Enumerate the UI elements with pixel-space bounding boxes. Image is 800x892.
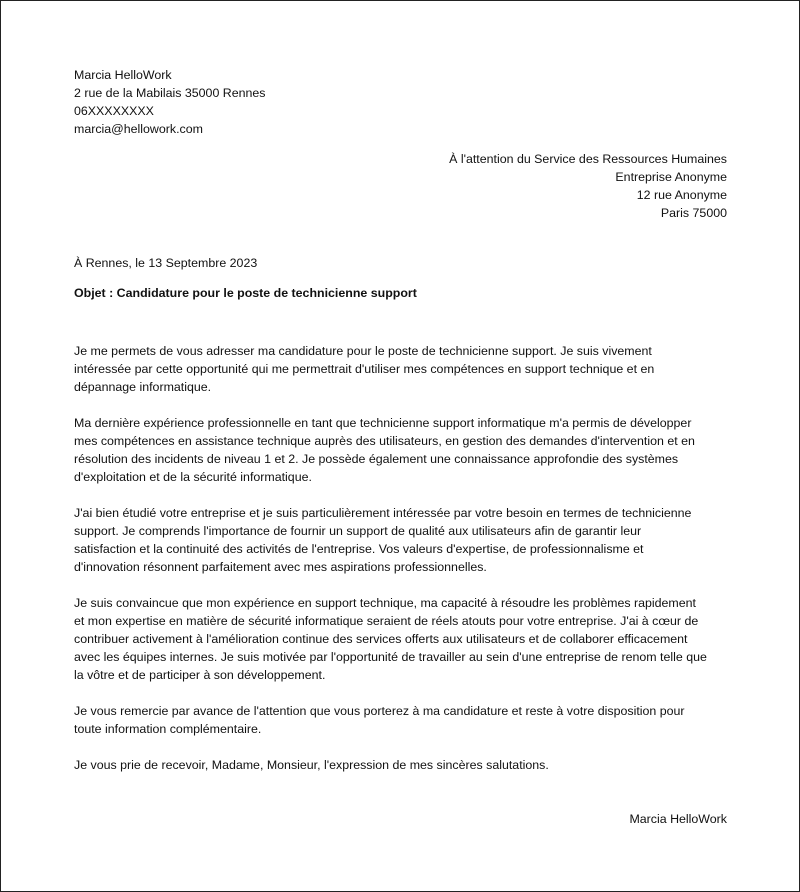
body-line: et mon expertise en matière de sécurité informatique seraient de réels atouts pour votre entreprise. J'ai à cœur de — [74, 614, 699, 628]
sender-block — [74, 66, 266, 138]
body-line: Je vous prie de recevoir, Madame, Monsieur, l'expression de mes sincères salutations. — [74, 758, 549, 772]
body-paragraph — [74, 756, 734, 774]
body-line: Ma dernière expérience professionnelle en tant que technicienne support informatique m'a permis de développer — [74, 416, 692, 430]
sender-name: Marcia HelloWork — [74, 68, 172, 82]
body-paragraph — [74, 342, 734, 396]
body-line: Je vous remercie par avance de l'attention que vous porterez à ma candidature et reste à votre disposition pour — [74, 704, 685, 718]
body-line: d'innovation résonnent parfaitement avec mes aspirations professionnelles. — [74, 560, 487, 574]
letter-body — [74, 342, 734, 792]
body-line: contribuer activement à l'amélioration continue des services offerts aux utilisateurs et de collaborer efficacement — [74, 632, 688, 646]
body-paragraph — [74, 504, 734, 576]
body-line: dépannage informatique. — [74, 380, 212, 394]
body-paragraph — [74, 594, 734, 684]
body-line: J'ai bien étudié votre entreprise et je suis particulièrement intéressée par votre besoin en termes de technicienne — [74, 506, 692, 520]
body-line: mes compétences en assistance technique auprès des utilisateurs, en gestion des demandes d'intervention et en — [74, 434, 695, 448]
recipient-street: 12 rue Anonyme — [636, 188, 727, 202]
recipient-city: Paris 75000 — [660, 206, 727, 220]
sender-email: marcia@hellowork.com — [74, 122, 203, 136]
body-line: résolution des incidents de niveau 1 et 2. Je possède également une connaissance approfondie des systèmes — [74, 452, 679, 466]
sender-address: 2 rue de la Mabilais 35000 Rennes — [74, 86, 266, 100]
sender-phone: 06XXXXXXXX — [74, 104, 154, 118]
date-line: À Rennes, le 13 Septembre 2023 — [74, 256, 258, 270]
body-line: Je me permets de vous adresser ma candidature pour le poste de technicienne support. Je suis vivement — [74, 344, 652, 358]
recipient-attention: À l'attention du Service des Ressources Humaines — [449, 152, 727, 166]
recipient-block — [449, 150, 727, 222]
recipient-company: Entreprise Anonyme — [615, 170, 727, 184]
body-line: Je suis convaincue que mon expérience en support technique, ma capacité à résoudre les problèmes rapidement — [74, 596, 696, 610]
body-paragraph — [74, 702, 734, 738]
body-line: support. Je comprends l'importance de fournir un support de qualité aux utilisateurs afin de garantir leur — [74, 524, 642, 538]
body-line: avec les équipes internes. Je suis motivée par l'opportunité de travailler au sein d'une entreprise de renom telle que — [74, 650, 707, 664]
body-line: la vôtre et de participer à son développement. — [74, 668, 326, 682]
signature: Marcia HelloWork — [629, 812, 727, 826]
body-line: d'exploitation et de la sécurité informatique. — [74, 470, 312, 484]
body-paragraph — [74, 414, 734, 486]
body-line: satisfaction et la continuité des activités de l'entreprise. Vos valeurs d'expertise, de professionnalisme et — [74, 542, 644, 556]
body-line: toute information complémentaire. — [74, 722, 262, 736]
subject-line: Objet : Candidature pour le poste de technicienne support — [74, 286, 417, 300]
body-line: intéressée par cette opportunité qui me permettrait d'utiliser mes compétences en support technique et en — [74, 362, 655, 376]
